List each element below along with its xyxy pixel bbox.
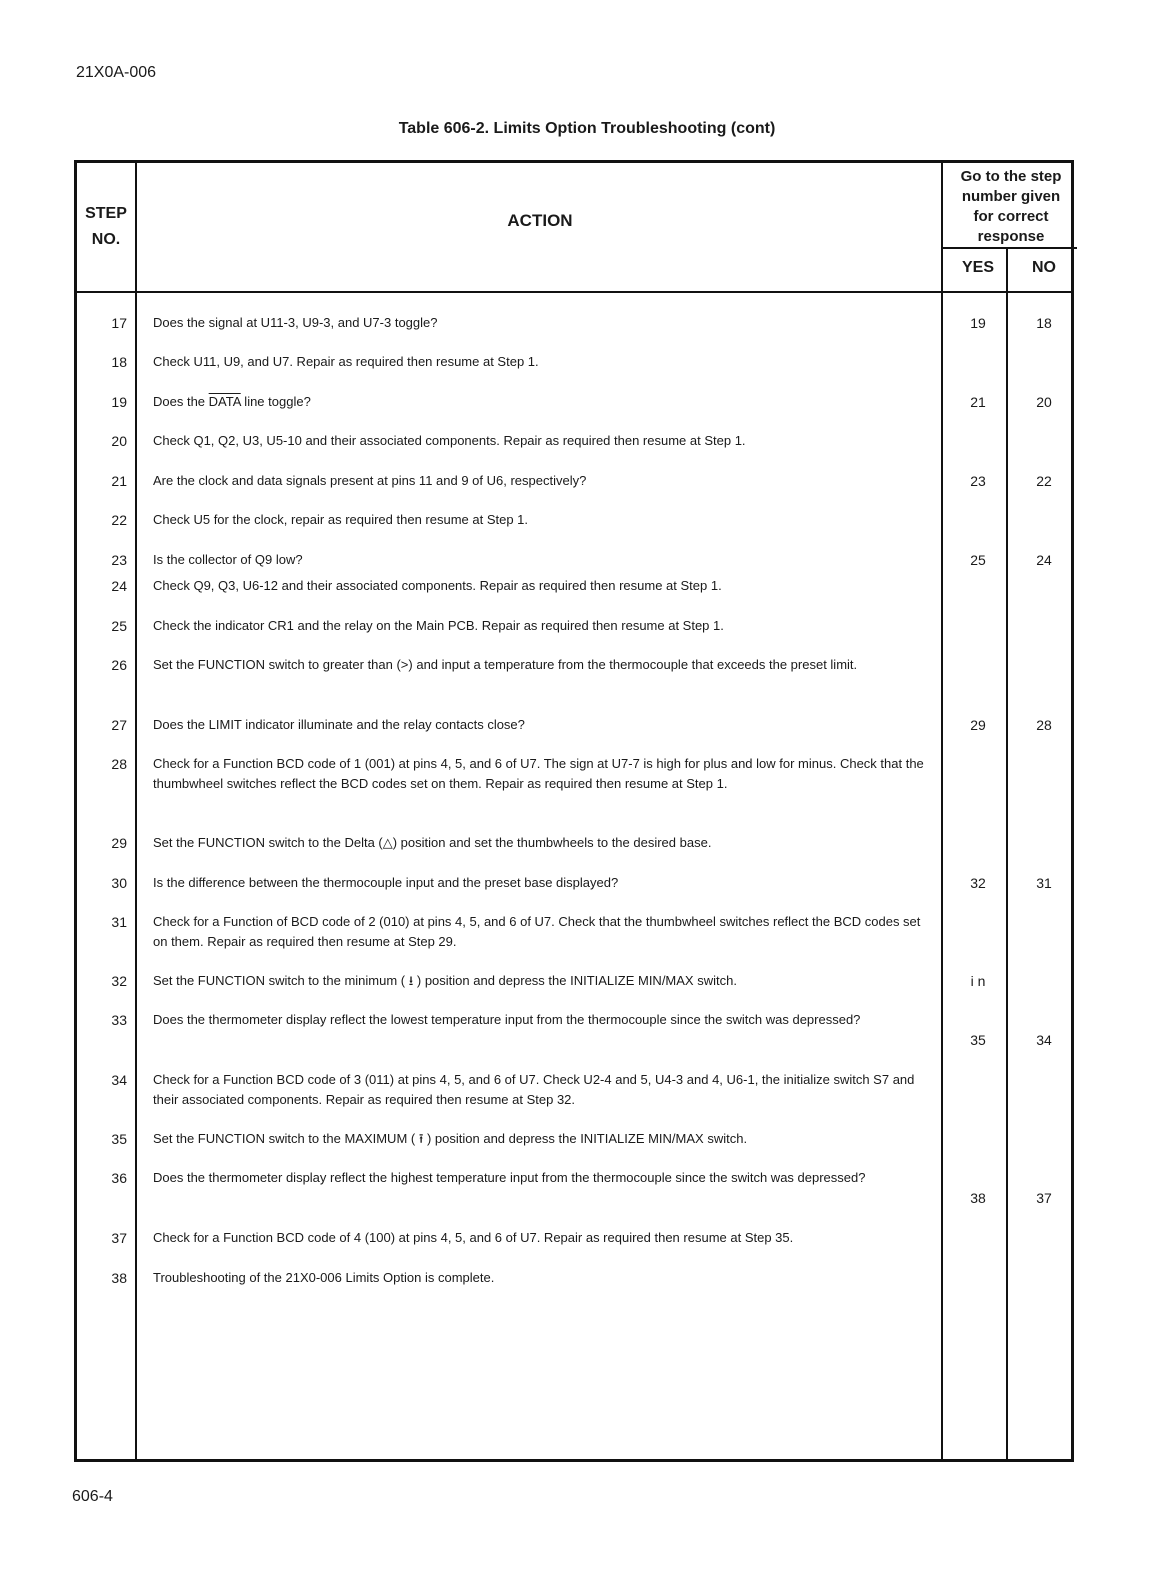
step-number: 35 [111, 1131, 127, 1147]
action-text: Check for a Function BCD code of 3 (011) at pins 4, 5, and 6 of U7. Check U2-4 and 5, U4-3 and 4, U6-1, the initialize switch S7 and their associated components. Repair as required then resume at Step 32. [153, 1072, 915, 1107]
action-text: Does the signal at U11-3, U9-3, and U7-3 toggle? [153, 315, 438, 330]
step-number: 22 [111, 512, 127, 528]
action-text: Check U5 for the clock, repair as required then resume at Step 1. [153, 512, 529, 527]
yes-step: i n [970, 973, 986, 989]
header-goto-step: Go to the step number given for correct response [960, 168, 1062, 245]
header-step-no: STEP NO. [85, 205, 127, 248]
column-divider [135, 163, 137, 1459]
no-step: 34 [1036, 1032, 1052, 1048]
header-action: ACTION [507, 211, 573, 230]
table-title: Table 606-2. Limits Option Troubleshooting (cont) [398, 120, 776, 137]
action-text: Is the collector of Q9 low? [153, 552, 303, 567]
action-text: Set the FUNCTION switch to the minimum ( ⭳ ) position and depress the INITIALIZE MIN/MAX switch. [153, 973, 737, 988]
step-number: 19 [111, 394, 127, 410]
header-divider [941, 247, 1077, 249]
step-number: 23 [111, 552, 127, 568]
data-signal-name: DATA [208, 394, 241, 409]
document-id: 21X0A-006 [76, 64, 157, 81]
no-step: 18 [1036, 315, 1052, 331]
action-text: Does the LIMIT indicator illuminate and the relay contacts close? [153, 717, 525, 732]
step-number: 27 [111, 717, 127, 733]
step-number: 33 [111, 1012, 127, 1028]
action-text: Check for a Function of BCD code of 2 (010) at pins 4, 5, and 6 of U7. Check that the thumbwheel switches reflect the BCD codes set on them. Repair as required then resume at Step 29. [153, 914, 921, 949]
yes-step: 25 [970, 552, 986, 568]
step-number: 38 [111, 1270, 127, 1286]
action-text: Check U11, U9, and U7. Repair as required then resume at Step 1. [153, 354, 539, 369]
yes-step: 38 [970, 1190, 986, 1206]
column-divider [1006, 247, 1008, 1459]
step-number: 32 [111, 973, 127, 989]
no-step: 20 [1036, 394, 1052, 410]
step-number: 25 [111, 618, 127, 634]
step-number: 20 [111, 433, 127, 449]
action-text: Does the thermometer display reflect the highest temperature input from the thermocouple since the switch was depressed? [153, 1170, 866, 1185]
header-yes: YES [961, 259, 994, 276]
header-bottom-rule [77, 291, 1071, 293]
no-step: 22 [1036, 473, 1052, 489]
step-number: 36 [111, 1170, 127, 1186]
step-number: 31 [111, 914, 127, 930]
action-text: Check for a Function BCD code of 1 (001) at pins 4, 5, and 6 of U7. The sign at U7-7 is high for plus and low for minus. Check that the thumbwheel switches reflect the BCD codes set on them. Repair as required then resume at Step 1. [153, 756, 924, 791]
action-text: Check Q9, Q3, U6-12 and their associated components. Repair as required then resume at Step 1. [153, 578, 722, 593]
step-number: 34 [111, 1072, 127, 1088]
action-text: Check for a Function BCD code of 4 (100) at pins 4, 5, and 6 of U7. Repair as required then resume at Step 35. [153, 1230, 794, 1245]
no-step: 28 [1036, 717, 1052, 733]
step-number: 24 [111, 578, 127, 594]
no-step: 24 [1036, 552, 1052, 568]
action-text: Does the DATA line toggle? [153, 394, 311, 409]
yes-step: 23 [970, 473, 986, 489]
yes-step: 19 [970, 315, 986, 331]
action-text: Troubleshooting of the 21X0-006 Limits Option is complete. [153, 1270, 495, 1285]
yes-step: 21 [970, 394, 986, 410]
yes-step: 32 [970, 875, 986, 891]
page-number: 606-4 [72, 1488, 113, 1505]
no-step: 37 [1036, 1190, 1052, 1206]
step-number: 29 [111, 835, 127, 851]
action-text: Set the FUNCTION switch to greater than (>) and input a temperature from the thermocouple that exceeds the preset limit. [153, 657, 858, 672]
header-no: NO [1032, 259, 1056, 276]
action-text: Does the thermometer display reflect the lowest temperature input from the thermocouple since the switch was depressed? [153, 1012, 861, 1027]
action-text: Are the clock and data signals present at pins 11 and 9 of U6, respectively? [153, 473, 587, 488]
step-number: 26 [111, 657, 127, 673]
troubleshooting-table [74, 160, 1074, 1462]
step-number: 37 [111, 1230, 127, 1246]
yes-step: 29 [970, 717, 986, 733]
action-text: Check Q1, Q2, U3, U5-10 and their associated components. Repair as required then resume at Step 1. [153, 433, 746, 448]
no-step: 31 [1036, 875, 1052, 891]
column-divider [941, 163, 943, 1459]
action-text: Set the FUNCTION switch to the MAXIMUM ( ⭱ ) position and depress the INITIALIZE MIN/MAX switch. [153, 1131, 748, 1146]
step-number: 17 [111, 315, 127, 331]
action-text: Set the FUNCTION switch to the Delta (△) position and set the thumbwheels to the desired base. [153, 835, 712, 850]
step-number: 30 [111, 875, 127, 891]
yes-step: 35 [970, 1032, 986, 1048]
step-number: 18 [111, 354, 127, 370]
step-number: 28 [111, 756, 127, 772]
action-text: Check the indicator CR1 and the relay on the Main PCB. Repair as required then resume at Step 1. [153, 618, 724, 633]
step-number: 21 [111, 473, 127, 489]
action-text: Is the difference between the thermocouple input and the preset base displayed? [153, 875, 619, 890]
